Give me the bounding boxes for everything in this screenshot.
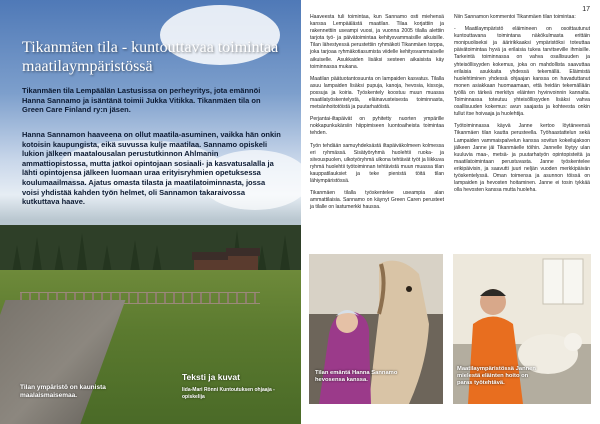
photo-caption: Tilan emäntä Hanna Sannamo hevosensa kanssa. [315, 370, 398, 383]
paragraph: Perjantai-iltapäivät on pyhitetty nuorten ympärille nokkapunkukärsiin hiippimiseen luontoaiheista toimintaa tehden. [310, 116, 444, 137]
barn-roof [226, 248, 260, 256]
paragraph: Työtoiminnassa käyvä Janne kertoo löytäneensä Tikanmäen tilan kautta perusteella. Työhaastattelun sekä Lampaiden vammaispalvelun kanssa sovitun kokeilujakson jälkeen Janne jäi Tikanmäelle töihin. Jannelle löytyy ulan kuuluvia maa-, metsä- ja puutarhatyön opintopisteitä ja maatilatoimintaan perustuvasta. Janne työskentelee erikipäivisin, ja saavutti juuri neljän vuoden merkkipäivän työskentelyssä. Oman toimensa ja asunnon töissä on lampaiden ja hevosten hoitaminen. Janne ei tosin tykkää olla hevosten kanssa mutta huoleha. [454, 123, 590, 194]
credit-name: Iida-Mari Rönni Kuntoutuksen ohjaaja -opiskelija [182, 387, 275, 400]
photo-caption: Tilan ympäristö on kaunista maalaismaisemaa. [20, 384, 106, 399]
article-paragraph: Hanna Sannamon haaveena on ollut maatila-asuminen, vaikka hän onkin kotoisin kaupungista, eikä suvussa kulje maatilaa. Sannamo opiskeli lukion jälkeen maatalousalan perustutkinnon Ahlmanin ammattiopistossa, mutta jatkoi opintojaan sosiaali- ja kasvatusalalla ja lähti opintojensa jälkeen luomaan uraa erityisryhmien opetuksessa koulumaailmassa. Ajatus omasta tilasta ja maatilatoiminnasta, jossa voisi yhdistää kahden työn helmet, oli Sannamon takaraivossa kutkuttava haave. [22, 130, 281, 207]
credit-title: Teksti ja kuvat [182, 372, 240, 382]
paragraph: Niin Sannamon kommentoi Tikanmäen tilan toimintaa: [454, 14, 576, 20]
paragraph: Tikanmäen tilalla työskentelee useampia alan ammattilaisia. Sannamo on käynyt Green Caren perusteet ja tilalle on lastumerkki haussa. [310, 190, 444, 211]
article-intro: Tikanmäen tila Lempäälän Lastusissa on perheyritys, jota emännöi Hanna Sannamo ja isäntänä toimii Jukka Vitikka. Tikanmäen tila on Green Care Finland ry:n jäsen. [22, 86, 261, 115]
photo-man-with-sheep [453, 254, 591, 404]
text-column-1 [310, 14, 444, 216]
page-number: 17 [582, 6, 590, 13]
paragraph: Maatilan päätuotantosuunta on lampaiden kasvatus. Tilalla asuu lampaiden lisäksi pupuja, kanoja, hevosia, kissoja, possuja ja koiria. Työskentely koostuu muun muassa maatilatyöskentelystä, eläinavusteisesta toiminnasta, metsänhoitotöistä ja puutarhatöistä. [310, 75, 444, 111]
photo-caption: Maatilaympäristössä Jannen mielestä eläinten hoito on paras työtehtävä. [457, 366, 536, 386]
text-column-2 [454, 14, 590, 199]
right-page [301, 0, 600, 424]
photo-woman-with-horse [309, 254, 443, 404]
paragraph: Työn tehdään samuyhdeksästä iltapäiväkolmeen kolmessa eri ryhmässä. Sisätyöryhmä huolehtii ruoka- ja siivouspuolen, ulkotyöryhmä ulkona tehtävät työt ja liikkuva ryhmä huolehtii työtoiminnan tehtävistä muun muassa tilan kauppatilauksiet ja teke pienistä töitä tilan lähiympäristössä. [310, 142, 444, 184]
paragraph: Haaveesta tuli toimintaa, kun Sannamo osti miehensä kanssa Lempäälästä maatilan. Tilaa korjattiin ja rakennettiin useampi vuosi, ja vuonna 2005 tilalla alettiin tarjota työ- ja päivätoimintaa kehitysvammaisille aikuisille. Tilan lähestyessä perustettiin ryhmäkoti Tikanmäen torppa, joka tarjoaa ryhmäkotiasumista viidelle kehitysvammaiselle aikuiselle. Asukkaiden lisäksi sesteen aikaisista käy toiminnassa mukana. [310, 14, 444, 70]
article-title: Tikanmäen tila - kuntouttavaa toimintaa maatilaympäristössä [22, 39, 279, 75]
paragraph: - Maatilaympäristö eläimineen on osoittautunut kuntouttavana toimintana näkökulmasta erittäin monipuoliseksi ja ääririkkaaksi ympäristöksi toteuttaa päivätoimintaa hyvä ja erilaisia tukea tarvitseville ihmisille. Tarkeintä toiminnassa on vahva osallisuuden ja yhteisöllisyyden kokemus, joka on mahdollista saavuttaa erilaisia asukkaita yhdessä tekemällä. Eläimistä huolehtiminen yhdessä ohjaajan kanssa on havaduttanut monen asiakkaan huomaamaan, että heidän tekemällään työllä on tärkeä merkitys eläinten hyvinvoinnin kannalta. Toiminnassa toteutuu yhteisöllisyyden lisäksi vahva osallisuuden kokemus: avun saajasta ja kohteesta onkin tullut itse hoivaaja ja huolehtija. [454, 26, 590, 118]
